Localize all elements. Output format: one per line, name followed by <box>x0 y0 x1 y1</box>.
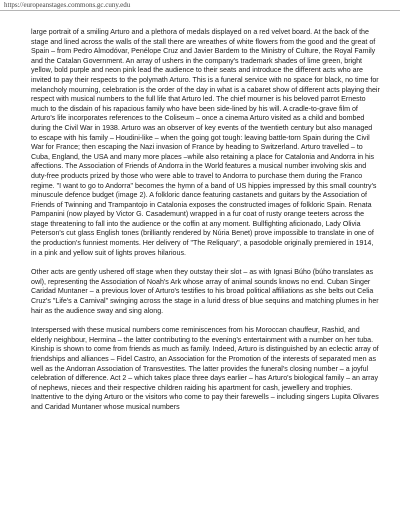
page-url: https://europeanstages.commons.gc.cuny.edu <box>4 1 131 9</box>
paragraph-2: Other acts are gently ushered off stage when they outstay their slot – as with Ignasi Búho (búho translates as owl), representing the Association of Noah's Ark whose array of animal sounds knows no end. Cuban Singer Caridad Muntaner – a previous lover of Arturo's testifies to his broad political affiliations as she belts out Celia Cruz's "Life's a Carnival" swinging across the stage in a lurid dress of blue sequins and matching plumes in her hair as the audience sway and sing along. <box>31 268 379 315</box>
paragraph-3: Interspersed with these musical numbers come reminiscences from his Moroccan chauffeur, Rashid, and elderly neighbour, Hermina – the latter contributing to the evening's entertainment with a number on her tuba. Kinship is shown to come from friends as much as family. Indeed, Arturo is distinguished by an eclectic array of friendships and alliances – Fidel Castro, an Association for the Promotion of the interests of separated men as well as the Andorran Association of Transvestites. The latter provides the funeral's closing number – a joyful celebration of difference. Act 2 – which takes place three days earlier – has Arturo's biological family – an array of nephews, nieces and their respective children raiding his apartment for cash, jewellery and trophies. Inattentive to the dying Arturo or the visitors who come to pay their farewells – including singers Lupita Olivares and Caridad Muntaner whose musical numbers <box>31 326 379 411</box>
article-body <box>31 28 380 423</box>
paragraph-1: large portrait of a smiling Arturo and a plethora of medals displayed on a red velvet board. At the back of the stage and lined across the walls of the stall there are wreathes of white flowers from the good and the great of Spain – from Pedro Almodóvar, Penélope Cruz and Javier Bardem to the Ministry of Culture, the Royal Family and the Catalan Government. An array of ushers in the company's trademark shades of lime green, bright yellow, bold purple and neon pink lead the audience to their seats and introduce the different acts who are invited to pay their respects to the polymath Arturo. This is a funeral service with no space for black, no time for melancholy mourning, celebration is the order of the day in what is a cabaret show of different acts playing their respect with musical numbers to the full life that Arturo led. The chief mourner is his beloved parrot Ernesto much to the disdain of his rapacious family who have been side-lined by his will. A cradle-to-grave film of Arturo's life incorporates references to the Coliseum – once a cinema Arturo visited as a child and bombed during the Civil War in 1938. Arturo was an observer of key events of the twentieth century but also managed to escape with his family – Houdini-like – when the going got tough: leaving battle-torn Spain during the Civil War for France; then escaping the Nazi invasion of France by heading to Switzerland. Arturo travelled – to Cuba, England, the USA and many more places –while also retaining a place for Catalonia and Andorra in his affections. The Association of Friends of Andorra in the World features a musical number involving skis and duty-free products prized by those who were able to travel to Andorra to purchase them during the Franco regime. "I want to go to Andorra" becomes the hymn of a band of US hippies impressed by this small country's minuscule defence budget (image 2). A folkloric dance featuring castanets and guitars by the Association of Friends of Twinning and Trampantojo in Catalonia exposes the constructed images of folkloric Spain. Renata Pampanini (now played by Victor G. Casademunt) wrapped in a fur coat of rusty orange teeters across the stage threatening to fall into the audience or the coffin at any moment. Bullfighting aficionado, Lady Olivia Peterson's cut glass English tones (brilliantly rendered by Núria Benet) prove impossible to translate in one of the production's funniest moments. Her delivery of "The Reliquary", a pasodoble originally premiered in 1914, in a pink and yellow suit of lights proves hilarious. <box>31 28 380 257</box>
header-divider <box>0 10 400 11</box>
